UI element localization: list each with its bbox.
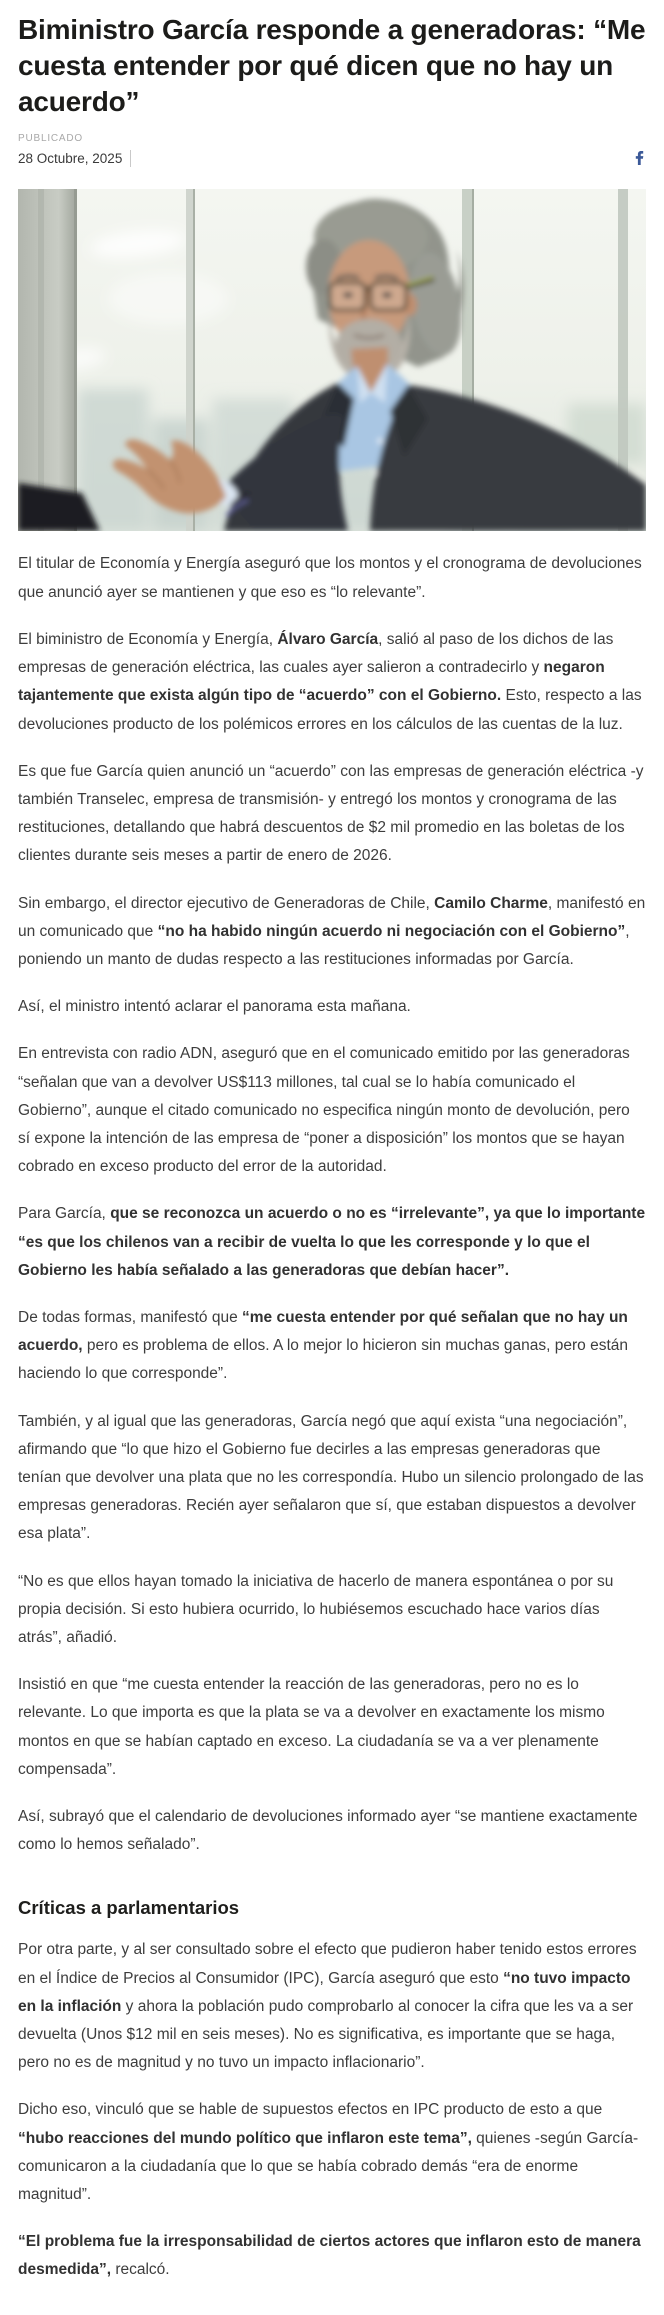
publish-date-row (18, 150, 131, 167)
text-segment: recalcó. (111, 2261, 170, 2279)
article-paragraph (18, 1040, 646, 1181)
text-segment: Sin embargo, el director ejecutivo de Generadoras de Chile, (18, 894, 435, 912)
text-segment: También, y al igual que las generadoras, García negó que aquí exista “una negociación”, afirmando que “lo que hizo el Gobierno fue decirles a las empresas generadoras que tenían que devolver una plata que no les correspondía. Hubo un silencio prolongado de las empresas generadoras. Recién ayer señalaron que sí, que estaban dispuestos a devolver esa plata”. (18, 1412, 644, 1543)
article-paragraph (18, 1671, 646, 1784)
article-paragraph (18, 890, 646, 975)
article-paragraph (18, 1200, 646, 1285)
text-segment: Insistió en que “me cuesta entender la reacción de las generadoras, pero no es lo relevante. Lo que importa es que la plata se va a devolver en exactamente los mismo montos en que se habían captado en exceso. La ciudadanía se va a ver plenamente compensada”. (18, 1676, 605, 1778)
article-paragraph (18, 2228, 646, 2284)
article-paragraph (18, 1304, 646, 1389)
bold-text-segment: “me cuesta entender por qué señalan que no hay un acuerdo, (18, 1308, 628, 1355)
article-body (18, 550, 646, 2284)
article-paragraph (18, 626, 646, 739)
bold-text-segment: “no tuvo impacto en la inflación (18, 1969, 631, 2015)
article-paragraph (18, 1803, 646, 1859)
text-segment: , manifestó en un comunicado que (18, 894, 646, 940)
text-segment: Es que fue García quien anunció un “acuerdo” con las empresas de generación eléctrica -y también Transelec, empresa de transmisión- y entregó los montos y cronograma de las restituciones, detallando que habrá descuentos de $2 mil promedio en las boletas de los clientes durante seis meses a partir de enero de 2026. (18, 762, 644, 865)
text-segment: Por otra parte, y al ser consultado sobre el efecto que pudieron haber tenido estos errores en el Índice de Precios al Consumidor (IPC), García aseguró que esto (18, 1941, 637, 1987)
text-segment: Dicho eso, vinculó que se hable de supuestos efectos en IPC producto de esto a que (18, 2101, 603, 2119)
article-hero-image (18, 189, 646, 531)
publish-date: 28 Octubre, 2025 (18, 151, 123, 167)
bold-text-segment: “no ha habido ningún acuerdo ni negociación con el Gobierno” (157, 922, 626, 940)
text-segment: Así, el ministro intentó aclarar el panorama esta mañana. (18, 998, 411, 1016)
text-segment: Para García, (18, 1205, 111, 1223)
article-paragraph (18, 1936, 646, 2077)
section-subheading: Críticas a parlamentarios (18, 1897, 240, 1919)
text-segment: En entrevista con radio ADN, aseguró que en el comunicado emitido por las generadoras “señalan que van a devolver US$113 millones, tal cual se lo había comunicado el Gobierno”, aunque el citado comunicado no especifica ningún monto de devolución, pero sí expone la intención de las empresa de “poner a disposición” los montos que se hayan cobrado en exceso producto del error de la autoridad. (18, 1045, 630, 1176)
article-paragraph (18, 758, 646, 871)
article-paragraph (18, 1408, 646, 1549)
text-segment: El titular de Economía y Energía aseguró que los montos y el cronograma de devoluciones que anunció ayer se mantienen y que eso es “lo relevante”. (18, 555, 642, 601)
article-paragraph (18, 2096, 646, 2209)
article-paragraph (18, 550, 646, 606)
share-buttons (633, 151, 646, 167)
bold-text-segment: negaron tajantemente que exista algún tipo de “acuerdo” con el Gobierno. (18, 659, 605, 705)
published-label: PUBLICADO (18, 133, 83, 145)
facebook-icon[interactable] (633, 151, 646, 165)
text-segment: “No es que ellos hayan tomado la iniciativa de hacerlo de manera espontánea o por su propia decisión. Si esto hubiera ocurrido, lo hubiésemos escuchado hace varios días atrás”, añadió. (18, 1572, 614, 1646)
date-divider (130, 150, 131, 167)
text-segment: El biministro de Economía y Energía, (18, 630, 278, 648)
bold-text-segment: “El problema fue la irresponsabilidad de ciertos actores que inflaron esto de manera desmedida”, (18, 2233, 641, 2279)
text-segment: Así, subrayó que el calendario de devoluciones informado ayer “se mantiene exactamente como lo hemos señalado”. (18, 1808, 638, 1854)
text-segment: quienes -según García- comunicaron a la ciudadanía que lo que se había cobrado demás “era de enorme magnitud”. (18, 2129, 639, 2204)
bold-text-segment: “hubo reacciones del mundo político que inflaron este tema”, (18, 2129, 472, 2147)
text-segment: De todas formas, manifestó que (18, 1308, 243, 1326)
publish-info (18, 133, 131, 167)
article-paragraph (18, 1568, 646, 1653)
text-segment: , poniendo un manto de dudas respecto a las restituciones informadas por García. (18, 922, 630, 968)
text-segment: y ahora la población pudo comprobarlo al conocer la cifra que les va a ser devuelta (Unos $12 mil en seis meses). No es significativa, es importante que se haga, pero no es de magnitud y no tuvo un impacto inflacionario”. (18, 1997, 634, 2072)
page-title: Biministro García responde a generadoras: “Me cuesta entender por qué dicen que no hay un acuerdo” (18, 14, 646, 117)
article-meta (18, 133, 646, 167)
minister-photo-illustration (18, 189, 646, 531)
bold-text-segment: Camilo Charme (434, 894, 548, 912)
text-segment: Esto, respecto a las devoluciones producto de los polémicos errores en los cálculos de las cuentas de la luz. (18, 687, 642, 733)
bold-text-segment: Álvaro García (277, 630, 379, 648)
text-segment: , salió al paso de los dichos de las empresas de generación eléctrica, las cuales ayer salieron a contradecirlo y (18, 630, 614, 677)
article-paragraph (18, 993, 646, 1021)
text-segment: pero es problema de ellos. A lo mejor lo hicieron sin muchas ganas, pero están haciendo lo que corresponde”. (18, 1337, 629, 1383)
bold-text-segment: que se reconozca un acuerdo o no es “irrelevante”, ya que lo importante “es que los chilenos van a recibir de vuelta lo que les corresponde y lo que el Gobierno les había señalado a las generadoras que debían hacer”. (18, 1205, 646, 1279)
